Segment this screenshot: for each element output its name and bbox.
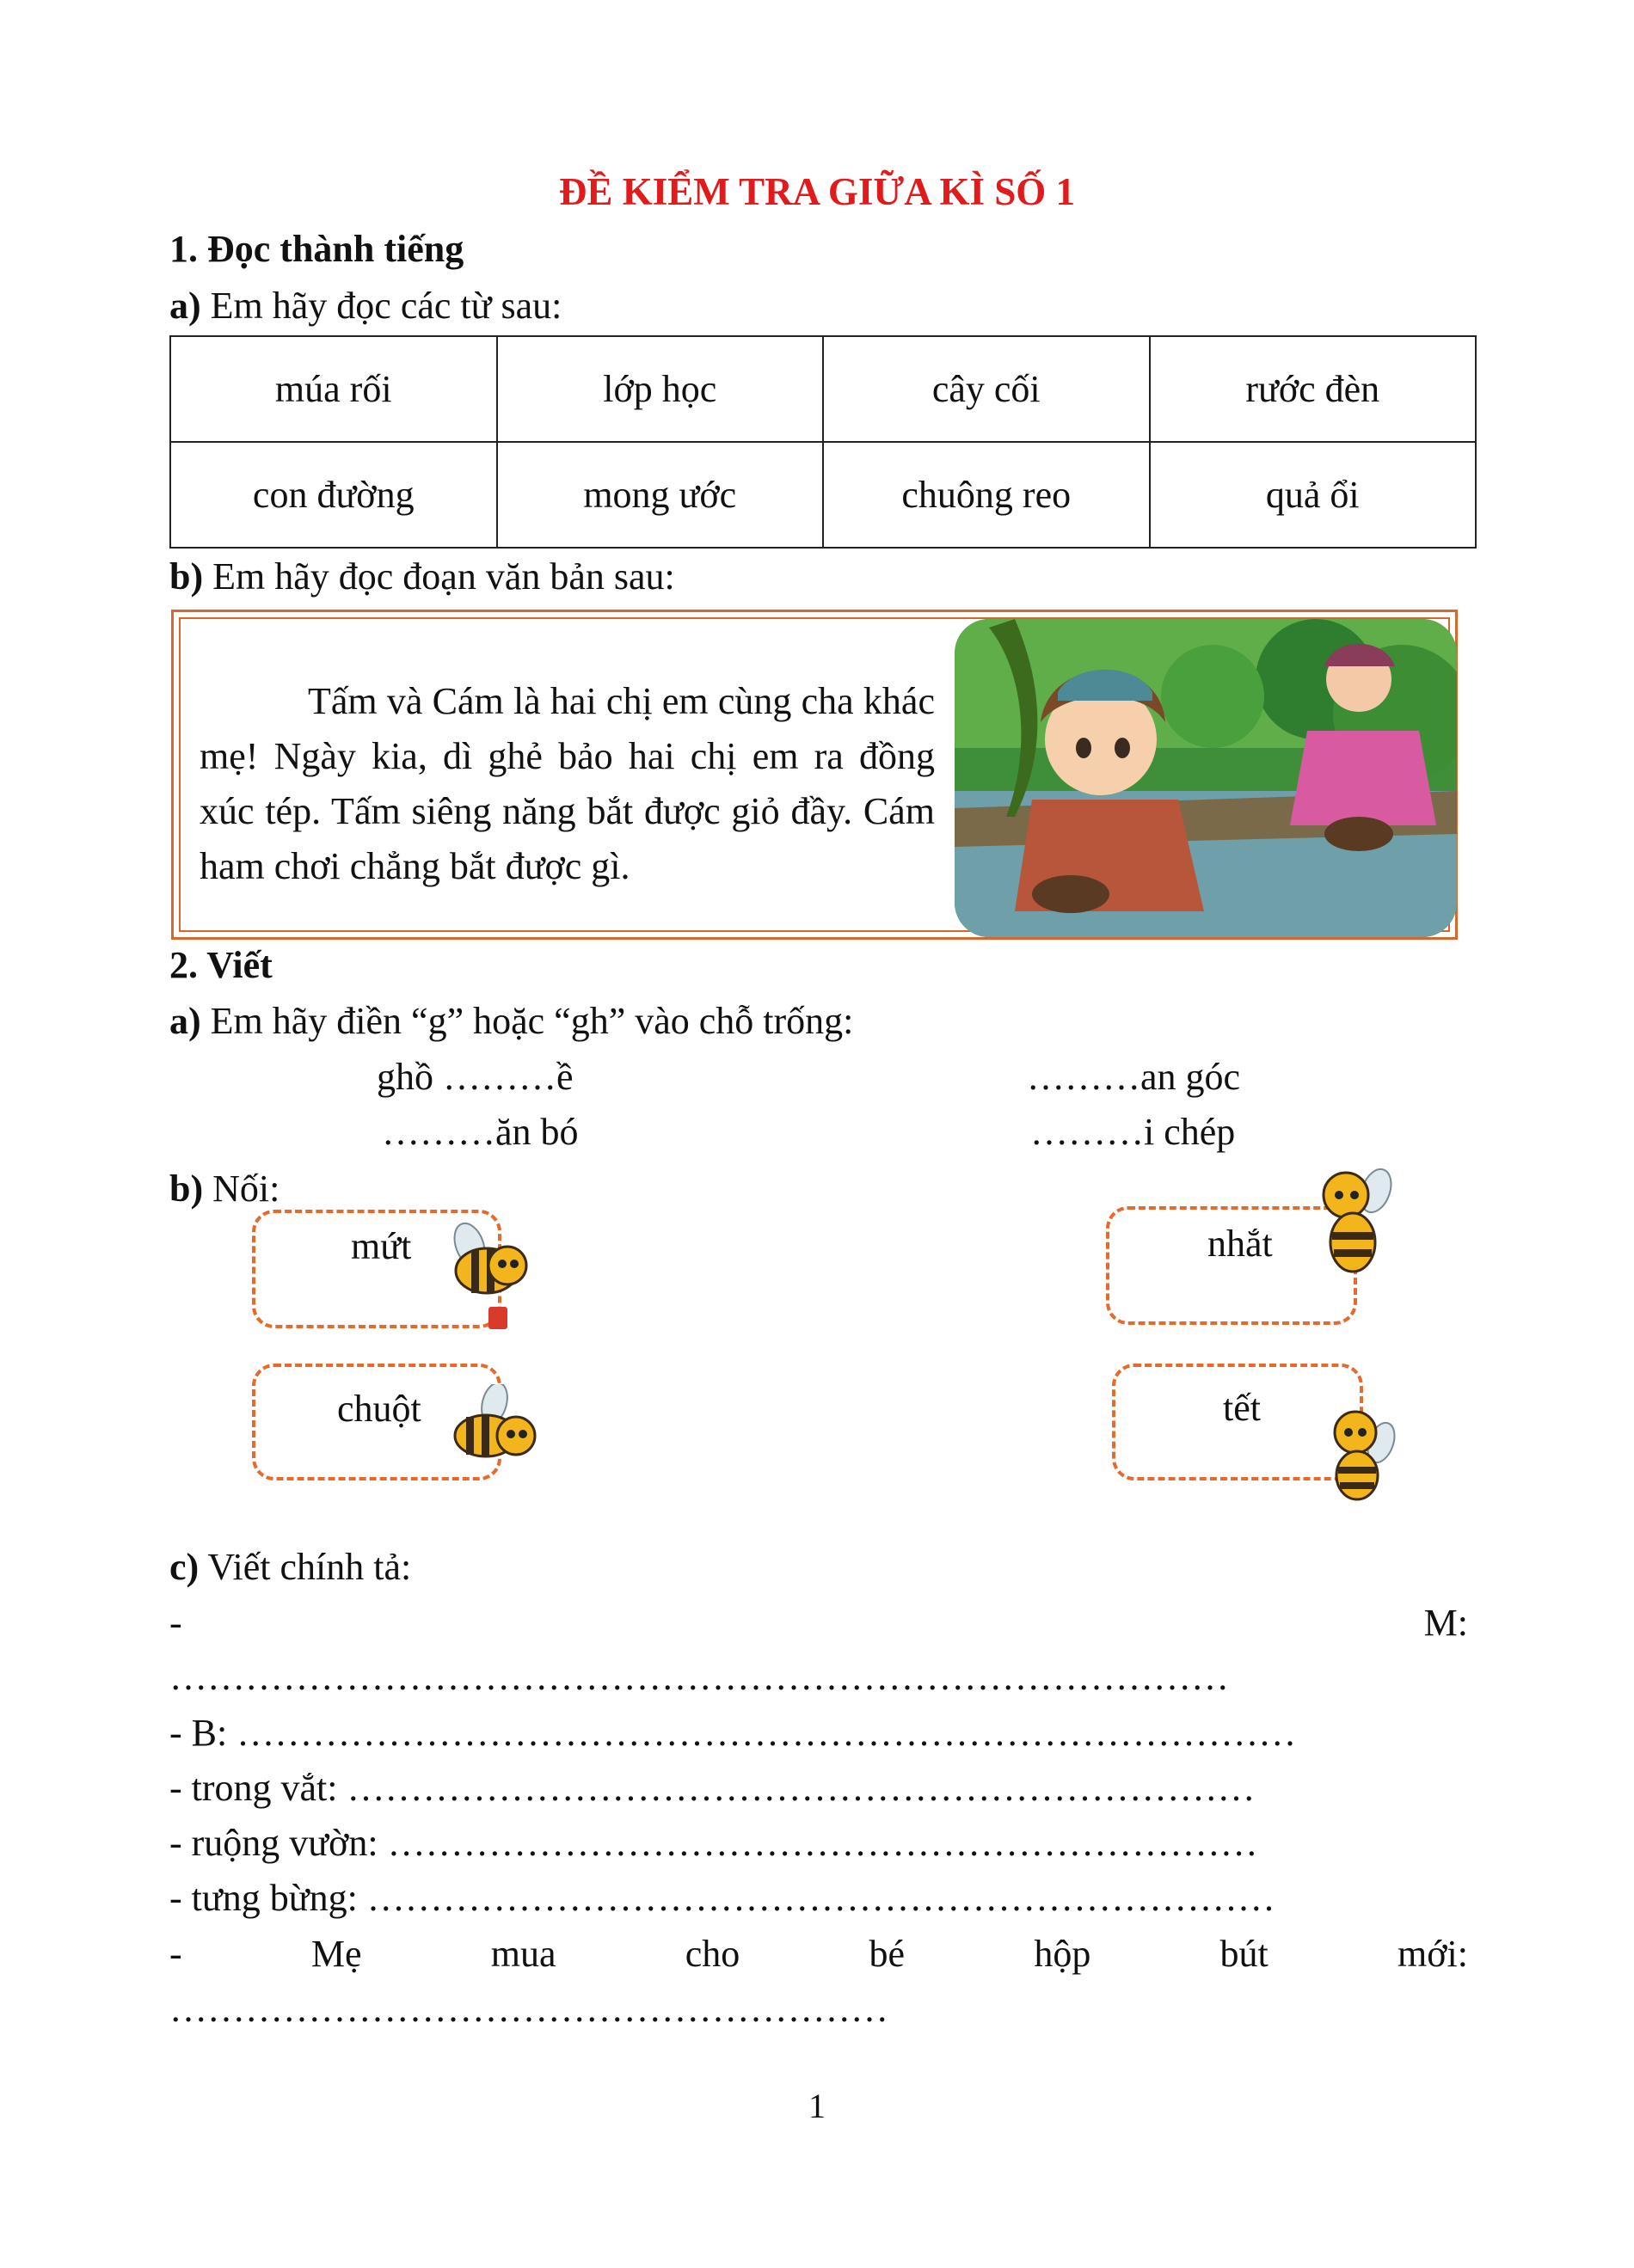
- dictation-sentence: [169, 1932, 1468, 1976]
- fill-blank-item: ………i chép: [1030, 1111, 1236, 1153]
- passage-inner-border: [179, 617, 1450, 932]
- word-cell: quả ổi: [1150, 442, 1477, 548]
- match-word: mứt: [351, 1225, 412, 1267]
- page-number: 1: [808, 2087, 826, 2125]
- section-2-heading: 2. Viết: [169, 944, 273, 986]
- writing-blank[interactable]: …………………………………………………: [169, 1988, 888, 2030]
- bee-icon: [1314, 1400, 1404, 1503]
- dictation-line-3[interactable]: - trong vắt: ………………………………………………………………: [169, 1767, 1256, 1809]
- section-1b-instruction: [169, 555, 675, 600]
- word-cell: con đường: [170, 442, 497, 548]
- match-word: tết: [1223, 1387, 1261, 1429]
- sentence-word: cho: [685, 1933, 740, 1975]
- word-cell: chuông reo: [823, 442, 1150, 548]
- section-2a-label: a): [169, 1000, 201, 1042]
- word-cell: cây cối: [823, 336, 1150, 442]
- story-illustration: [955, 619, 1457, 937]
- page-title: ĐỀ KIỂM TRA GIỮA KÌ SỐ 1: [558, 170, 1076, 213]
- section-2b-label: b): [169, 1168, 204, 1210]
- section-2c-instruction: [169, 1545, 411, 1591]
- reading-passage: Tấm và Cám là hai chị em cùng cha khác mẹ! Ngày kia, dì ghẻ bảo hai chị em ra đồng xúc tép. Tấm siêng năng bắt được giỏ đầy. Cám ham chơi chẳng bắt được gì.: [200, 680, 935, 887]
- sentence-word: mua: [490, 1933, 556, 1975]
- section-2b-instruction: [169, 1167, 280, 1212]
- section-2a-text: Em hãy điền “g” hoặc “gh” vào chỗ trống:: [200, 1000, 854, 1042]
- dictation-line-4[interactable]: - ruộng vườn: ……………………………………………………………: [169, 1822, 1258, 1864]
- dictation-word: M:: [1423, 1602, 1468, 1644]
- sentence-word: -: [169, 1933, 182, 1975]
- section-1b-label: b): [169, 555, 204, 598]
- section-2c-label: c): [169, 1546, 200, 1588]
- fill-blank-item: ………an góc: [1027, 1056, 1241, 1098]
- section-1-heading: 1. Đọc thành tiếng: [169, 228, 464, 270]
- section-1a-text: Em hãy đọc các từ sau:: [200, 285, 562, 327]
- match-word: chuột: [337, 1388, 421, 1430]
- sentence-word: bút: [1219, 1933, 1268, 1975]
- section-1a-instruction: [169, 284, 562, 329]
- dictation-line-1: [169, 1601, 1468, 1645]
- word-table-row: [170, 442, 1476, 548]
- section-2c-text: Viết chính tả:: [199, 1546, 412, 1588]
- fill-blank-item: ghồ ………ề: [377, 1056, 574, 1098]
- word-cell: mong ước: [497, 442, 824, 548]
- sentence-word: hộp: [1034, 1933, 1091, 1975]
- word-table-row: [170, 336, 1476, 442]
- word-table: [169, 335, 1477, 549]
- match-word: nhắt: [1207, 1223, 1273, 1265]
- dash: -: [169, 1602, 182, 1644]
- bee-icon: [445, 1221, 536, 1337]
- dictation-line-2[interactable]: - B: …………………………………………………………………………: [169, 1712, 1297, 1754]
- bee-icon: [447, 1384, 546, 1466]
- writing-blank[interactable]: …………………………………………………………………………: [169, 1656, 1229, 1698]
- section-1a-label: a): [169, 285, 201, 327]
- fill-blank-item: ………ăn bó: [382, 1111, 579, 1153]
- reading-passage-box: [171, 610, 1458, 940]
- sentence-word: Mẹ: [310, 1933, 362, 1975]
- section-2b-text: Nối:: [203, 1168, 280, 1210]
- bee-icon: [1312, 1156, 1402, 1277]
- section-2a-instruction: [169, 999, 853, 1045]
- word-cell: rước đèn: [1150, 336, 1477, 442]
- word-cell: lớp học: [497, 336, 824, 442]
- sentence-word: bé: [869, 1933, 906, 1975]
- sentence-word: mới:: [1398, 1933, 1468, 1975]
- section-1b-text: Em hãy đọc đoạn văn bản sau:: [203, 555, 675, 598]
- dictation-line-5[interactable]: - tưng bừng: ………………………………………………………………: [169, 1877, 1275, 1919]
- story-illustration-svg: [955, 619, 1457, 937]
- word-cell: múa rối: [170, 336, 497, 442]
